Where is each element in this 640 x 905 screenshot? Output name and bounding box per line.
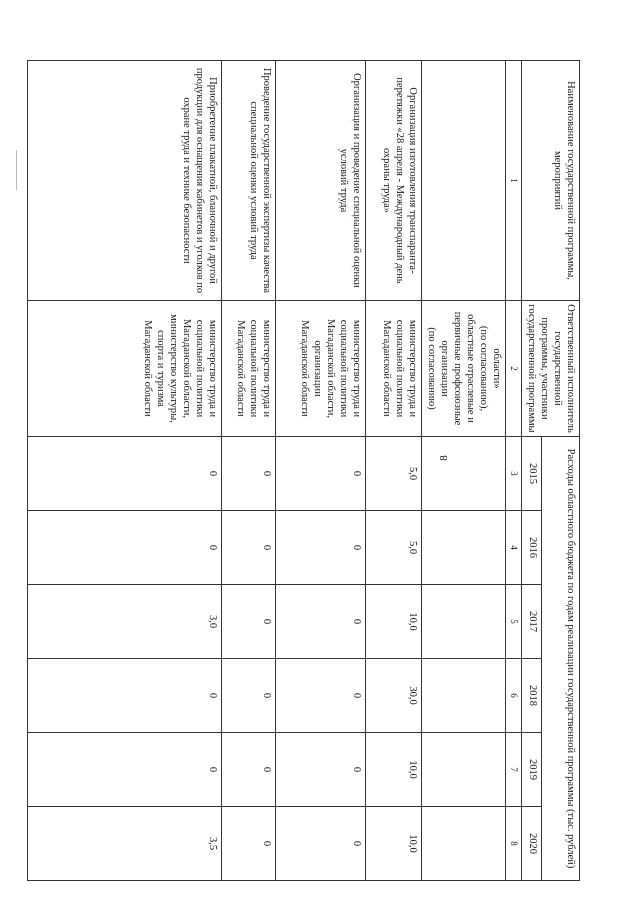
col-number: 6: [506, 659, 522, 733]
scan-artifact: [16, 150, 17, 190]
row-value: 0: [276, 659, 366, 733]
row-name: Проведение государственной экспертизы качества специальной оценки условий труда: [222, 61, 276, 301]
year-2016: 2016: [522, 511, 541, 585]
row-value: [422, 807, 506, 881]
row-value: 0: [276, 585, 366, 659]
row-value: 3,0: [27, 585, 222, 659]
row-value: 0: [27, 437, 222, 511]
row-value: 10,0: [366, 733, 422, 807]
year-2017: 2017: [522, 585, 541, 659]
row-name: Организация и проведение специальной оценки условий труда: [276, 61, 366, 301]
row-value: 30,0: [366, 659, 422, 733]
row-value: [422, 733, 506, 807]
row-value: 5,0: [366, 511, 422, 585]
col-number: 1: [506, 61, 522, 301]
col-number: 8: [506, 807, 522, 881]
col-number: 4: [506, 511, 522, 585]
table-row: [422, 61, 506, 881]
year-2020: 2020: [522, 807, 541, 881]
program-table: [27, 60, 580, 881]
row-value: 0: [276, 733, 366, 807]
table-row: [222, 61, 276, 881]
year-2015: 2015: [522, 437, 541, 511]
row-value: 3,5: [27, 807, 222, 881]
row-value: 5,0: [366, 437, 422, 511]
row-value: 0: [222, 659, 276, 733]
row-value: 0: [222, 733, 276, 807]
row-name: Приобретение плакатной, бланочной и другой продукции для оснащения кабинетов и уголков по охране труда и технике безопасности: [27, 61, 222, 301]
row-value: 0: [276, 437, 366, 511]
col-number: 7: [506, 733, 522, 807]
year-2018: 2018: [522, 659, 541, 733]
row-value: 0: [276, 511, 366, 585]
row-value: 10,0: [366, 807, 422, 881]
row-value: [422, 511, 506, 585]
row-value: 0: [222, 511, 276, 585]
row-name: [422, 61, 506, 301]
table-row: [27, 61, 222, 881]
row-executor: министерство труда и социальной политики Магаданской области: [366, 301, 422, 437]
row-executor: министерство труда и социальной политики Магаданской области: [222, 301, 276, 437]
page-number: 8: [438, 455, 450, 461]
row-value: 0: [222, 807, 276, 881]
header-expenses: Расходы областного бюджета по годам реализации государственной программы (тыс. рублей): [541, 437, 579, 881]
numbering-row: [506, 61, 522, 881]
header-name: Наименование государственной программы, мероприятий: [522, 61, 580, 301]
year-2019: 2019: [522, 733, 541, 807]
row-value: 0: [222, 437, 276, 511]
row-executor: области» (по согласованию), областные отраслевые и первичные профсоюзные организации (по согласованию): [422, 301, 506, 437]
col-number: 2: [506, 301, 522, 437]
col-number: 5: [506, 585, 522, 659]
table-row: [276, 61, 366, 881]
header-executor: Ответственный исполнитель государственной программы, участники государственной программы: [522, 301, 580, 437]
row-name: Организация изготовления транспаранта-перетяжки «28 апреля - Международный день охраны труда»: [366, 61, 422, 301]
row-value: 0: [27, 511, 222, 585]
row-value: 0: [276, 807, 366, 881]
col-number: 3: [506, 437, 522, 511]
row-value: 0: [222, 585, 276, 659]
row-value: 10,0: [366, 585, 422, 659]
row-executor: министерство труда и социальной политики Магаданской области, организации Магаданской области: [276, 301, 366, 437]
table-row: [366, 61, 422, 881]
row-value: [422, 659, 506, 733]
rotated-page: [30, 60, 580, 880]
row-value: [422, 585, 506, 659]
row-value: [422, 437, 506, 511]
row-value: 0: [27, 733, 222, 807]
row-executor: министерство труда и социальной политики Магаданской области, министерство культуры, спорта и туризма Магаданской области: [27, 301, 222, 437]
row-value: 0: [27, 659, 222, 733]
